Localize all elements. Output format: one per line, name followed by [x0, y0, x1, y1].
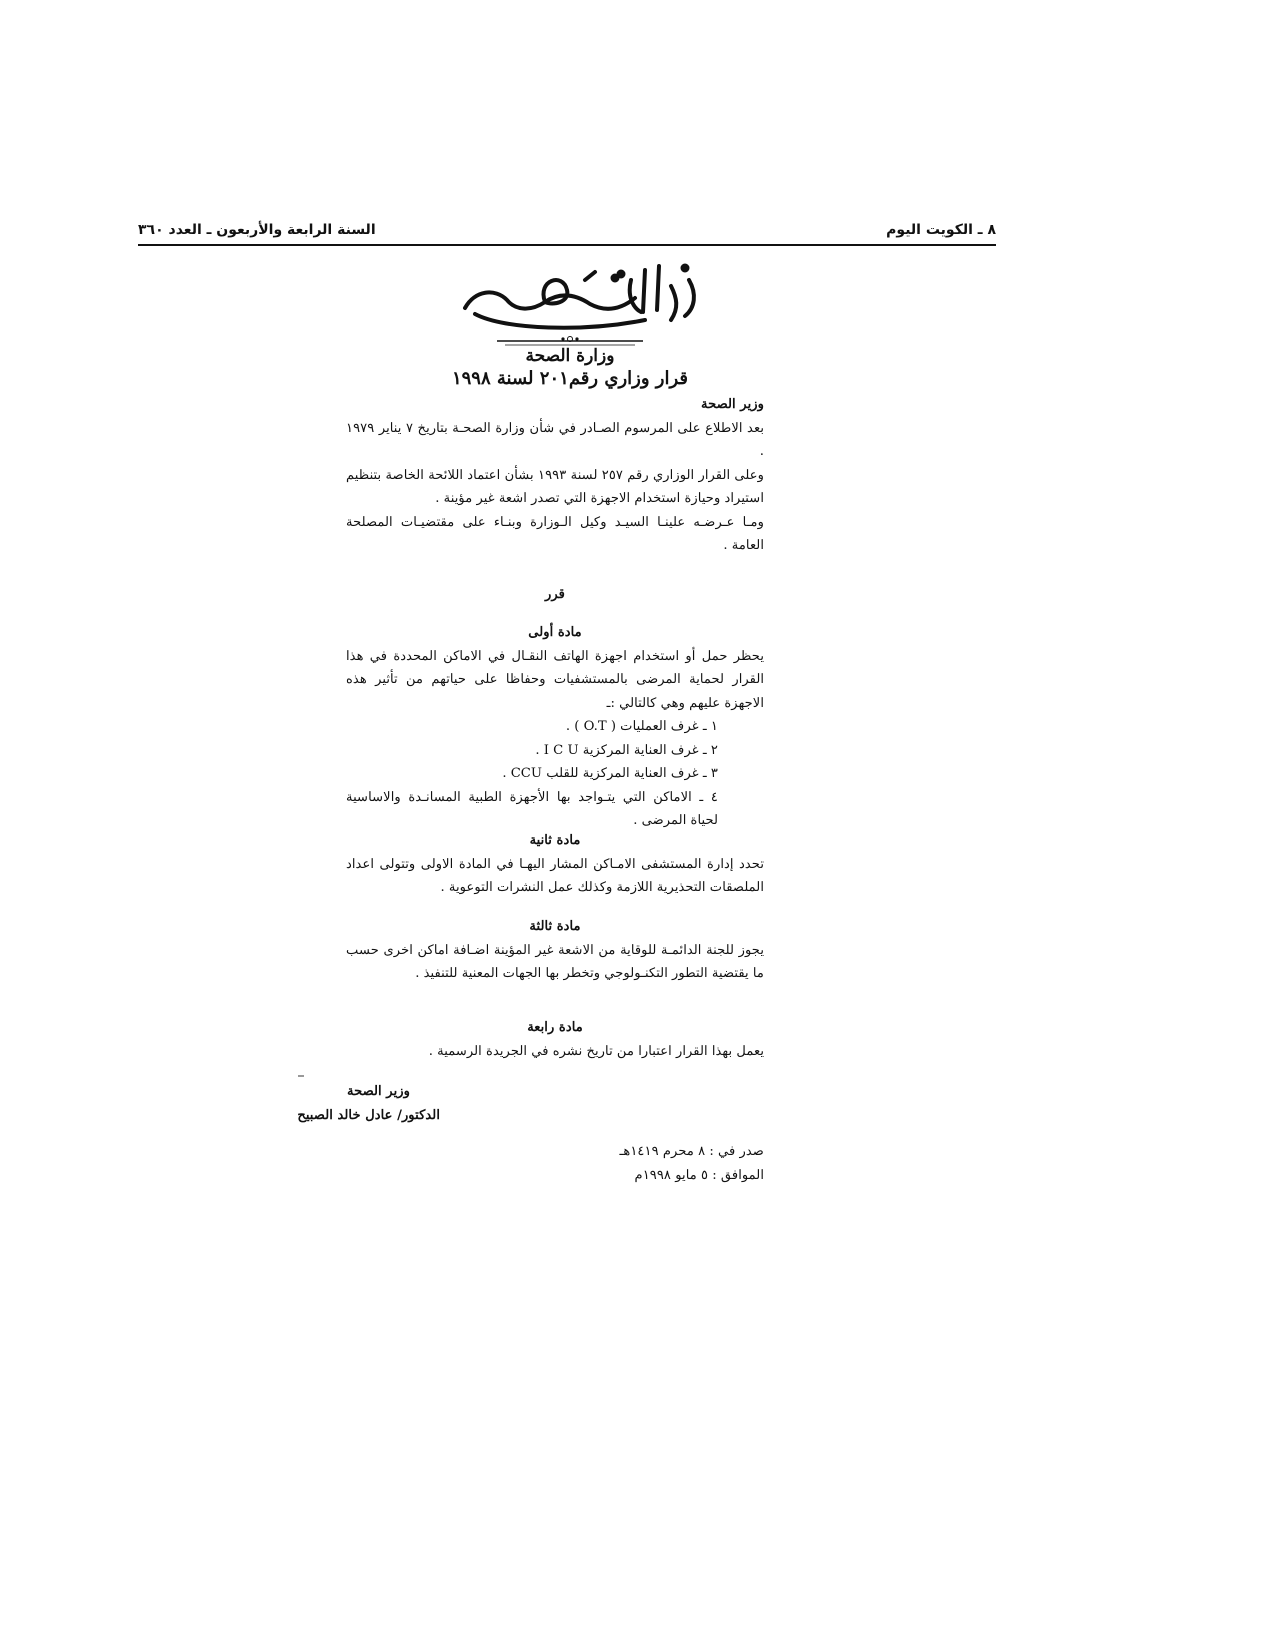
article-4-text: يعمل بهذا القرار اعتبارا من تاريخ نشره في الجريدة الرسمية . [428, 1043, 764, 1059]
preamble-paragraph-1: بعد الاطلاع على المرسوم الصـادر في شأن وزارة الصحـة بتاريخ ٧ يناير ١٩٧٩ . [346, 420, 765, 459]
preamble-paragraph-3: ومـا عـرضـه علينـا السيـد وكيل الـوزارة وبنـاء على مقتضيـات المصلحة العامة . [346, 514, 764, 553]
decree-title: قرار وزاري رقم٢٠١ لسنة ١٩٩٨ [451, 368, 689, 389]
preamble-heading: وزير الصحة [701, 397, 764, 412]
article-3-text: يجوز للجنة الدائمـة للوقاية من الاشعة غير المؤينة اضـافة اماكن اخرى حسب ما يقتضية التطور التكنـولوجي وتخطر بها الجهات المعنية للتنفيذ . [346, 942, 764, 981]
signature-name: الدكتور/ عادل خالد الصبيح [297, 1107, 440, 1123]
article-1-item: ٢ ـ غرف العناية المركزية I C U . [535, 742, 718, 758]
article-1-item: ٣ ـ غرف العناية المركزية للقلب CCU . [502, 766, 718, 781]
signature [240, 1080, 440, 1127]
issue-label: السنة الرابعة والأربعون ـ العدد ٣٦٠ [138, 222, 376, 238]
issue-dates [564, 1140, 764, 1187]
article-1-item: ٤ ـ الاماكن التي يتـواجد بها الأجهزة الطبية المسانـدة والاساسية لحياة المرضى . [346, 789, 718, 828]
ministry-calligraphy-logo [445, 250, 715, 340]
scan-speck [298, 1075, 304, 1077]
date-hijri: صدر في : ٨ محرم ١٤١٩هـ [619, 1144, 764, 1159]
article-1 [346, 621, 764, 833]
article-1-text: يحظر حمل أو استخدام اجهزة الهاتف النقـال في الاماكن المحددة في هذا القرار لحماية المرضى بالمستشفيات وحفاظا على حياتهم من تأثير هذه الاجهزة عليهم وهي كالتالي :ـ [346, 648, 764, 711]
signature-title: وزير الصحة [347, 1084, 410, 1099]
preamble-paragraph-2: وعلى القرار الوزاري رقم ٢٥٧ لسنة ١٩٩٣ بشأن اعتماد اللائحة الخاصة بتنظيم استيراد وحيازة استخدام الاجهزة التي تصدر اشعة غير مؤينة . [346, 467, 764, 506]
page-label: ٨ ـ الكويت اليوم [886, 222, 996, 238]
article-4-heading: مادة رابعة [527, 1020, 583, 1035]
article-3 [346, 915, 764, 986]
decided-heading: قرر [545, 587, 565, 602]
article-1-heading: مادة أولى [528, 625, 582, 640]
article-3-heading: مادة ثالثة [529, 919, 581, 934]
date-gregorian: الموافق : ٥ مايو ١٩٩٨م [634, 1167, 764, 1183]
article-1-item: ١ ـ غرف العمليات ( O.T ) . [565, 719, 718, 734]
preamble [346, 393, 764, 558]
article-4 [346, 1016, 764, 1063]
article-2-text: تحدد إدارة المستشفى الامـاكن المشار اليهـا في المادة الاولى وتتولى اعداد الملصقات التحذيرية اللازمة وكذلك عمل النشرات التوعوية . [346, 856, 764, 895]
article-2 [346, 829, 764, 900]
article-2-heading: مادة ثانية [529, 833, 581, 848]
page-header [138, 222, 996, 246]
ministry-name: وزارة الصحة [525, 346, 615, 366]
